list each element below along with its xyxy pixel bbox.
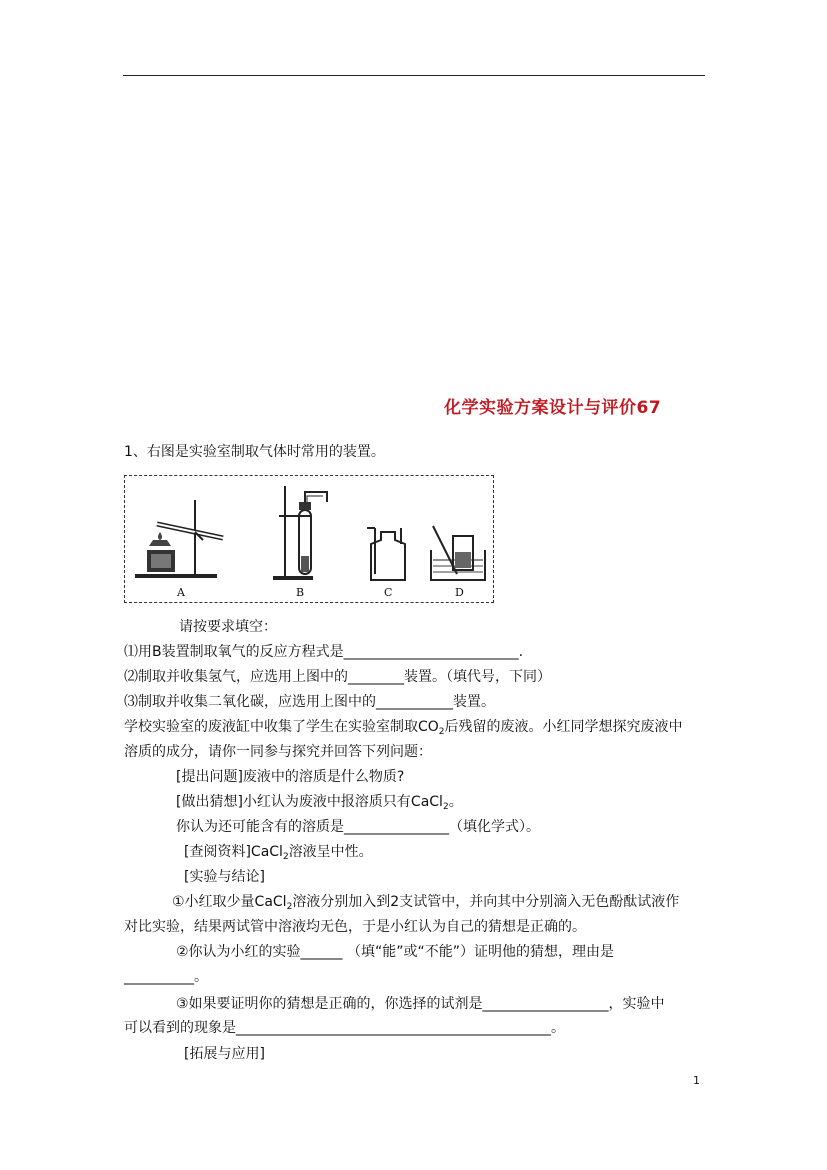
your-guess: 你认为还可能含有的溶质是_______________（填化学式）。 bbox=[176, 819, 540, 835]
header-rule bbox=[123, 75, 705, 76]
step-1-subscript: 2 bbox=[286, 902, 293, 912]
apparatus-figure bbox=[124, 475, 494, 603]
pose-question: [提出问题]废液中的溶质是什么物质? bbox=[176, 769, 405, 785]
question-2-intro-line-1 bbox=[124, 717, 683, 737]
page-number: 1 bbox=[693, 1074, 700, 1087]
extension-heading: [拓展与应用] bbox=[184, 1046, 265, 1062]
step-3-line-1: ③如果要证明你的猜想是正确的，你选择的试剂是__________________，实验中 bbox=[176, 996, 665, 1012]
question-1-item-1: ⑴用B装置制取氧气的反应方程式是_________________________. bbox=[124, 644, 524, 660]
consult-post: 溶液呈中性。 bbox=[288, 844, 373, 860]
apparatus-a-drawing bbox=[133, 494, 225, 580]
question-1-item-3: ⑶制取并收集二氧化碳，应选用上图中的___________装置。 bbox=[124, 694, 495, 710]
apparatus-b-drawing bbox=[271, 482, 343, 582]
apparatus-c-drawing bbox=[365, 526, 411, 582]
apparatus-d-drawing bbox=[427, 522, 489, 584]
apparatus-d-label: D bbox=[455, 586, 464, 599]
intro-text-post: 后残留的废液。小红同学想探究废液中 bbox=[444, 719, 683, 735]
step-1-pre: ①小红取少量CaCl bbox=[172, 894, 287, 910]
question-1-item-2: ⑵制取并收集氢气，应选用上图中的________装置。（填代号，下同） bbox=[124, 669, 551, 685]
step-1-line-2: 对比实验，结果两试管中溶液均无色，于是小红认为自己的猜想是正确的。 bbox=[124, 919, 586, 935]
instruction-text: 请按要求填空： bbox=[179, 619, 277, 635]
step-3-line-2: 可以看到的现象是_____________________________________________。 bbox=[124, 1020, 565, 1036]
apparatus-a-label: A bbox=[177, 586, 185, 599]
step-2-line-2: __________。 bbox=[124, 969, 208, 985]
intro-text-pre: 学校实验室的废液缸中收集了学生在实验室制取CO bbox=[124, 719, 439, 735]
consult-info bbox=[184, 842, 373, 862]
hypothesis-subscript: 2 bbox=[442, 802, 449, 812]
document-title: 化学实验方案设计与评价67 bbox=[444, 398, 662, 418]
consult-pre: [查阅资料]CaCl bbox=[184, 844, 283, 860]
intro-subscript: 2 bbox=[438, 727, 445, 737]
hypothesis bbox=[176, 792, 463, 812]
consult-subscript: 2 bbox=[282, 852, 289, 862]
step-1-post: 溶液分别加入到2支试管中，并向其中分别滴入无色酚酞试液作 bbox=[292, 894, 680, 910]
question-2-intro-line-2: 溶质的成分，请你一同参与探究并回答下列问题： bbox=[124, 744, 432, 760]
step-2-line-1: ②你认为小红的实验______ （填“能”或“不能”）证明他的猜想，理由是 bbox=[176, 944, 615, 960]
hypothesis-post: 。 bbox=[448, 794, 463, 810]
step-1-line-1 bbox=[172, 892, 679, 912]
apparatus-c-label: C bbox=[384, 586, 393, 599]
apparatus-b-label: B bbox=[296, 586, 305, 599]
hypothesis-pre: [做出猜想]小红认为废液中报溶质只有CaCl bbox=[176, 794, 443, 810]
question-1-intro: 1、右图是实验室制取气体时常用的装置。 bbox=[124, 444, 385, 460]
experiment-heading: [实验与结论] bbox=[184, 869, 265, 885]
